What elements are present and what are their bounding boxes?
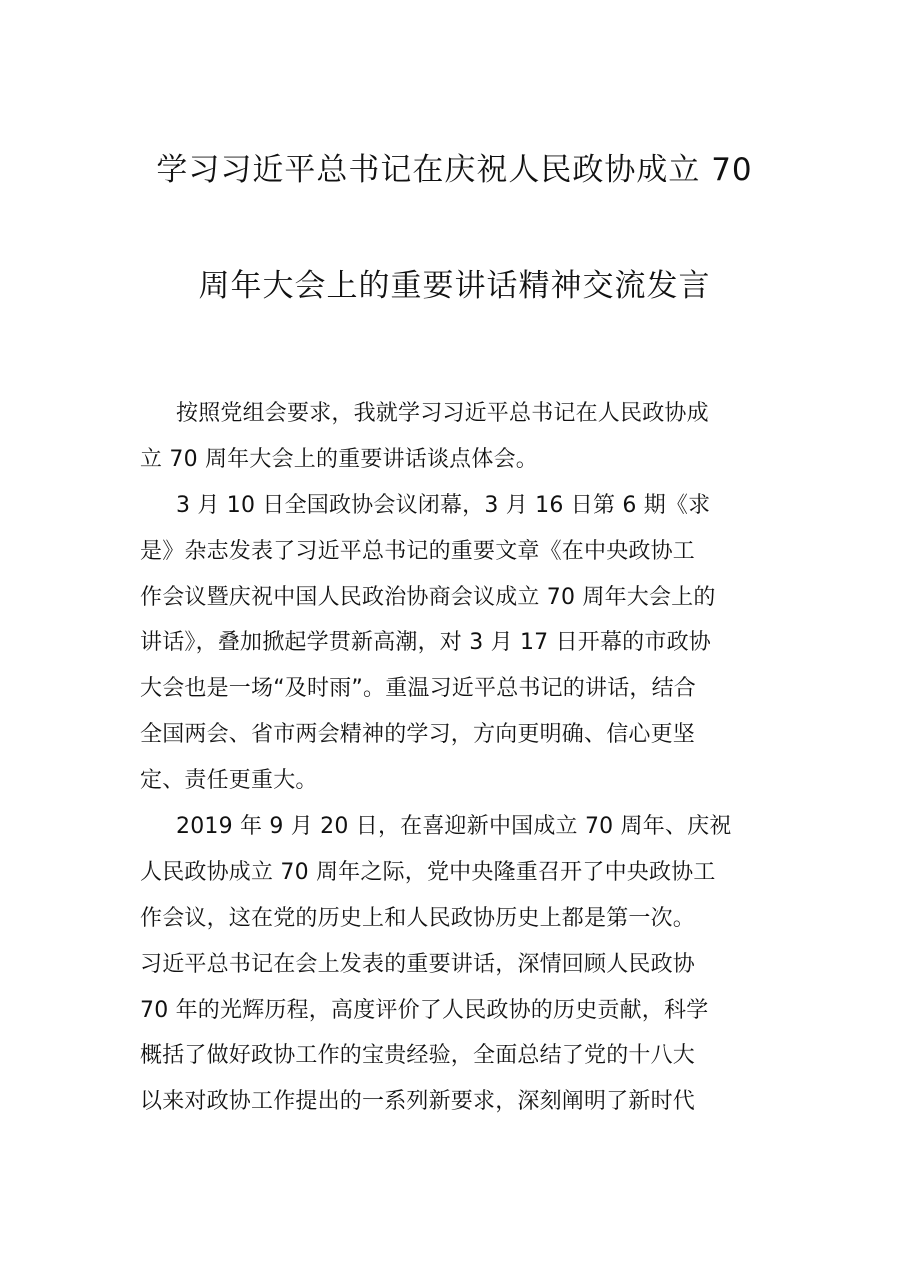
document-title-line-2: 周年大会上的重要讲话精神交流发言 [198, 268, 711, 304]
paragraph-2-line-1: 3 月 10 日全国政协会议闭幕，3 月 16 日第 6 期《求 [176, 492, 711, 518]
paragraph-3-line-4: 习近平总书记在会上发表的重要讲话，深情回顾人民政协 [140, 951, 696, 977]
paragraph-1-line-1: 按照党组会要求，我就学习习近平总书记在人民政协成 [176, 401, 709, 426]
paragraph-2-line-6: 全国两会、省市两会精神的学习，方向更明确、信心更坚 [140, 722, 696, 748]
paragraph-2-line-4: 讲话》，叠加掀起学贯新高潮，对 3 月 17 日开幕的市政协 [140, 630, 711, 656]
paragraph-3-line-1: 2019 年 9 月 20 日，在喜迎新中国成立 70 周年、庆祝 [176, 814, 732, 840]
paragraph-3-line-7: 以来对政协工作提出的一系列新要求，深刻阐明了新时代 [140, 1089, 696, 1115]
paragraph-3-line-3: 作会议，这在党的历史上和人民政协历史上都是第一次。 [140, 905, 696, 931]
paragraph-1-line-2: 立 70 周年大会上的重要讲话谈点体会。 [140, 446, 538, 472]
paragraph-2-line-3: 作会议暨庆祝中国人民政治协商会议成立 70 周年大会上的 [140, 584, 716, 610]
document-title-line-1: 学习习近平总书记在庆祝人民政协成立 70 [156, 152, 753, 188]
paragraph-3-line-5: 70 年的光辉历程，高度评价了人民政协的历史贡献，科学 [140, 997, 709, 1023]
document-body [140, 391, 766, 1125]
paragraph-3-line-6: 概括了做好政协工作的宝贵经验，全面总结了党的十八大 [140, 1043, 696, 1069]
paragraph-3-line-2: 人民政协成立 70 周年之际，党中央隆重召开了中央政协工 [140, 859, 716, 885]
paragraph-2-line-5: 大会也是一场“及时雨”。重温习近平总书记的讲话，结合 [140, 676, 696, 702]
paragraph-2-line-7: 定、责任更重大。 [140, 768, 318, 794]
paragraph-2-line-2: 是》杂志发表了习近平总书记的重要文章《在中央政协工 [140, 538, 696, 564]
